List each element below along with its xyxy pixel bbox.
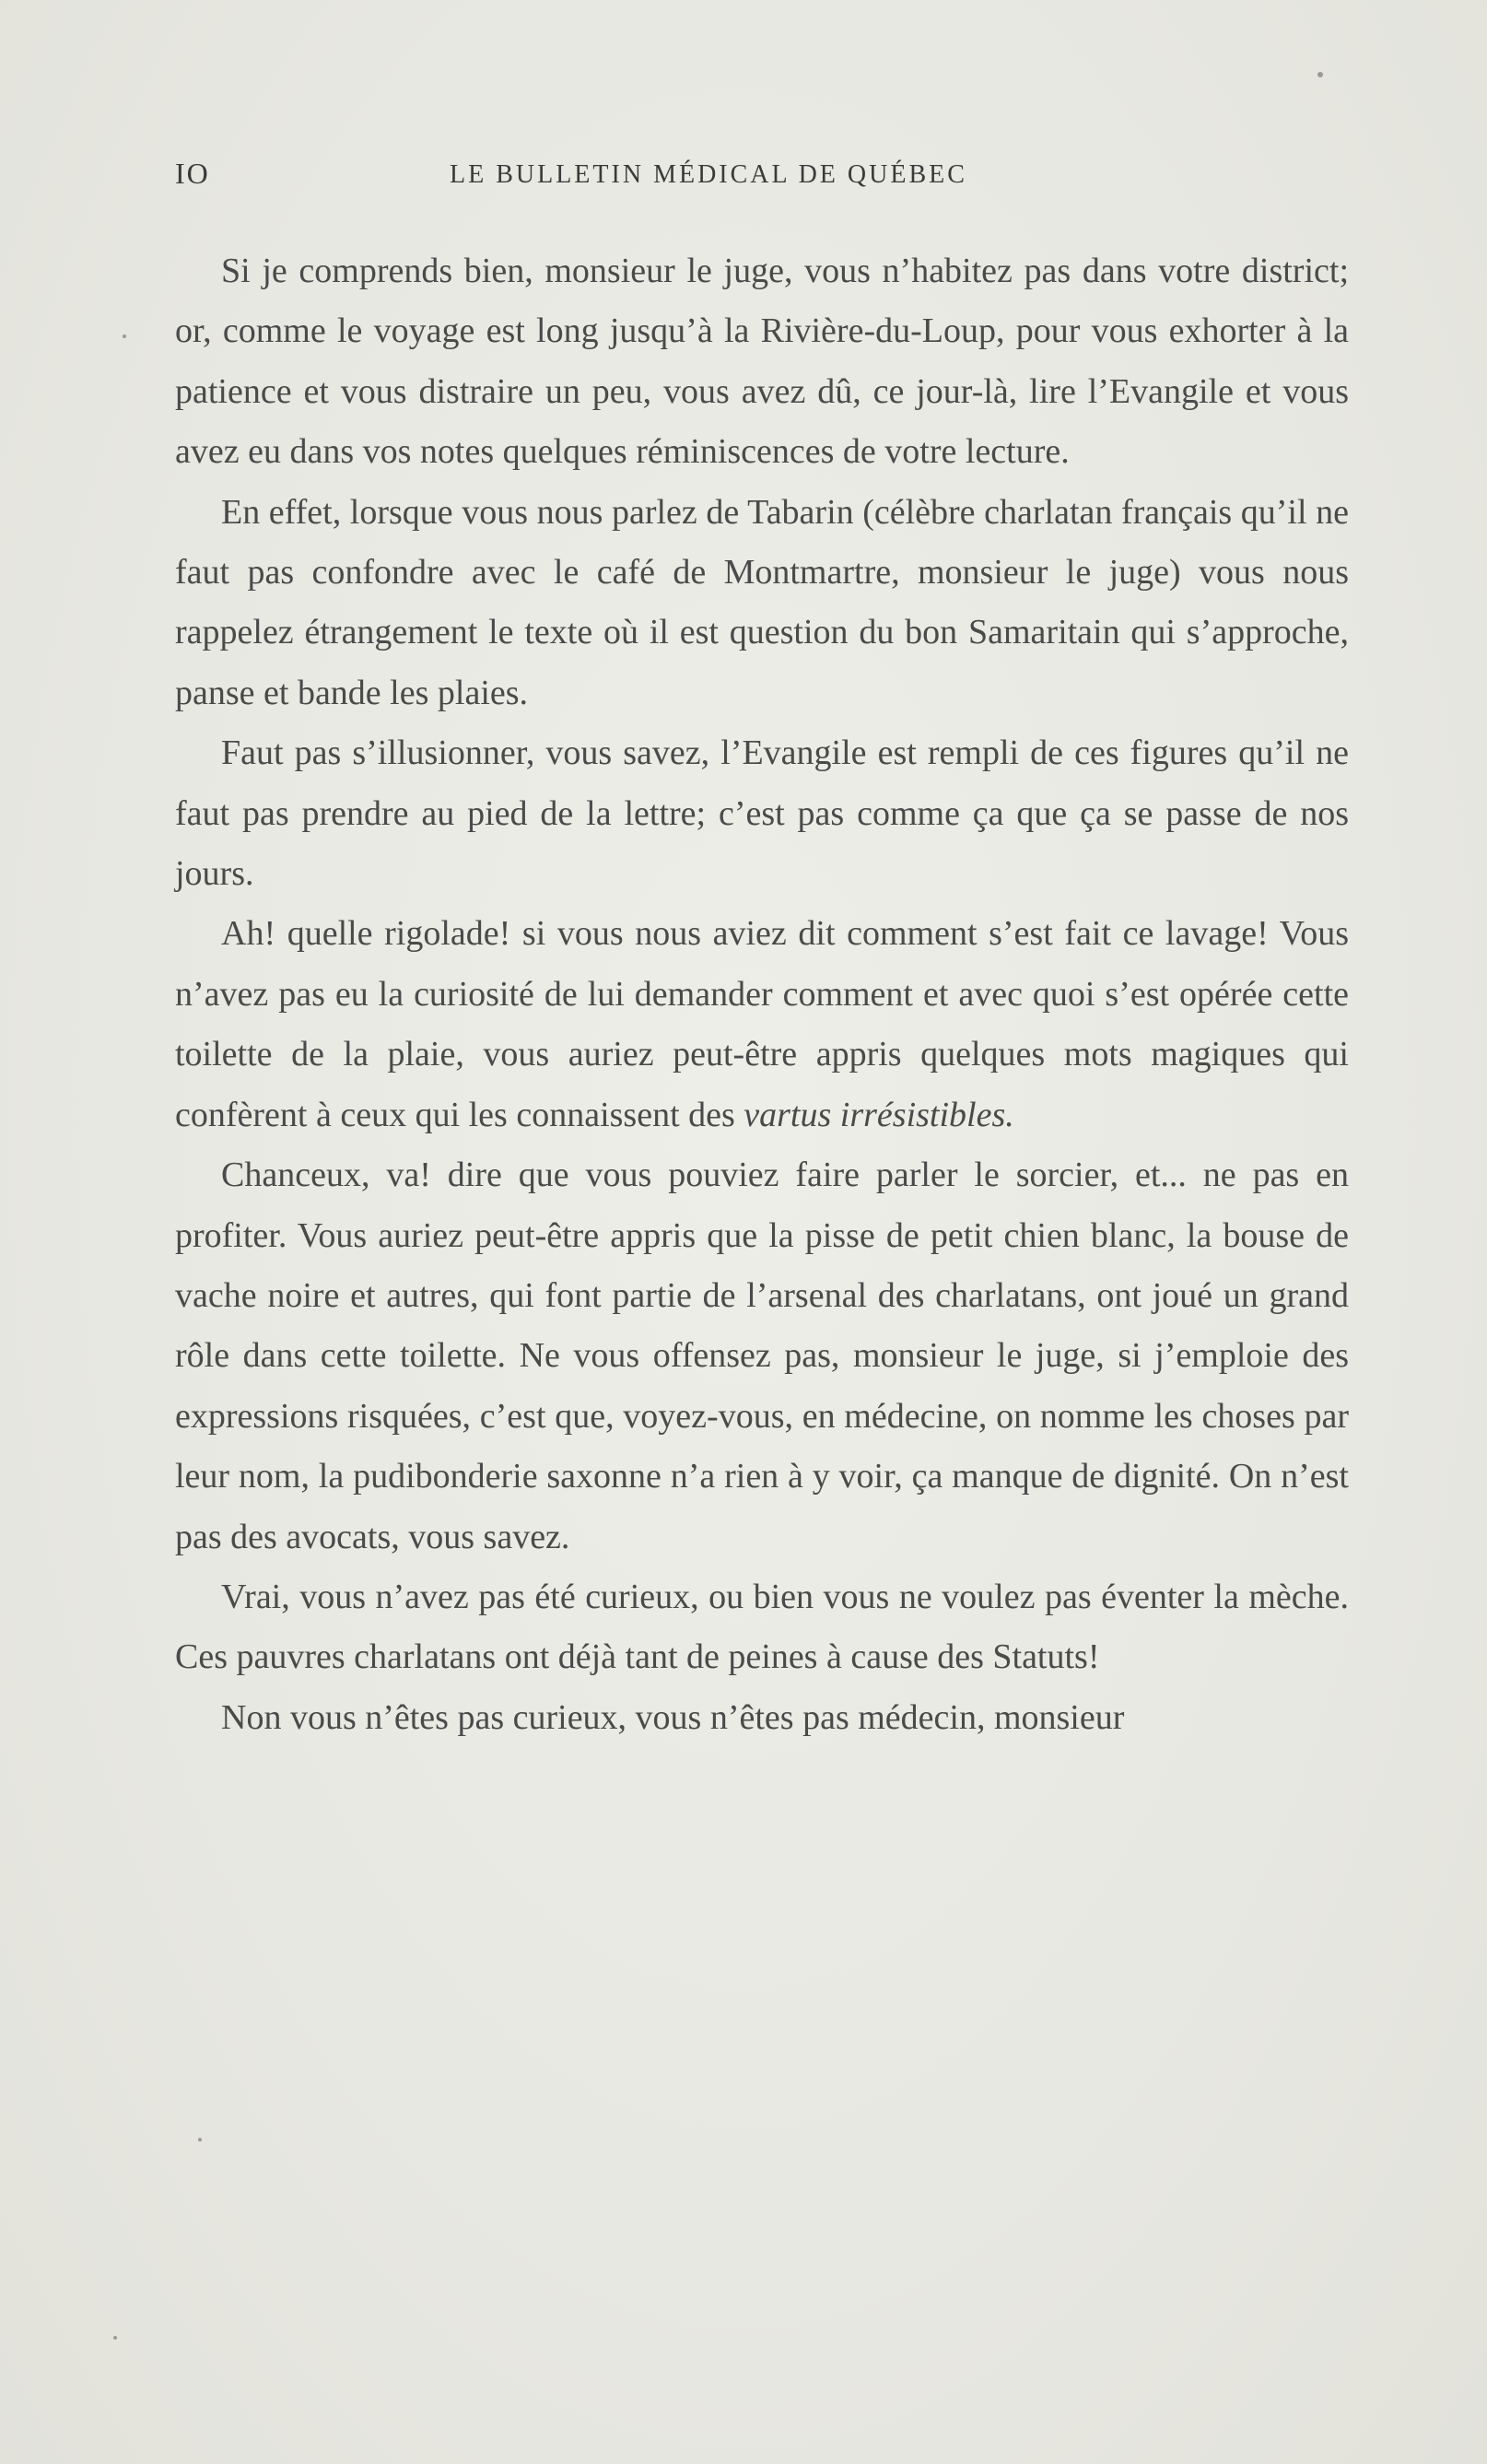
paragraph-2: En effet, lorsque vous nous parlez de Tabarin (célèbre charlatan français qu’il ne faut pas confondre avec le café de Montmartre, monsieur le juge) vous nous rappelez étrangement le texte où il est question du bon Samaritain qui s’approche, panse et bande les plaies. (175, 492, 1349, 712)
page-number: IO (175, 157, 210, 190)
paper-speck (123, 334, 126, 338)
paper-speck (113, 2336, 117, 2340)
paragraph-6: Vrai, vous n’avez pas été curieux, ou bien vous ne voulez pas éventer la mèche. Ces pauvres charlatans ont déjà tant de peines à cause des Statuts! (175, 1577, 1349, 1677)
paper-speck (1317, 72, 1323, 77)
paragraph-1: Si je comprends bien, monsieur le juge, vous n’habitez pas dans votre district; or, comme le voyage est long jusqu’à la Rivière-du-Loup, pour vous exhorter à la patience et vous distraire un peu, vous avez dû, ce jour-là, lire l’Evangile et vous avez eu dans vos notes quelques réminiscences de votre lecture. (175, 252, 1349, 472)
paragraph-5: Chanceux, va! dire que vous pouviez faire parler le sorcier, et... ne pas en profiter. Vous auriez peut-être appris que la pisse de petit chien blanc, la bouse de vache noire et autres, qui font partie de l’arsenal des charlatans, ont joué un grand rôle dans cette toilette. Ne vous offensez pas, monsieur le juge, si j’emploie des expressions risquées, c’est que, voyez-vous, en médecine, on nomme les choses par leur nom, la pudibonderie saxonne n’a rien à y voir, ça manque de dignité. On n’est pas des avocats, vous savez. (175, 1156, 1349, 1556)
paragraph-4 (175, 904, 1349, 1145)
paragraph-3: Faut pas s’illusionner, vous savez, l’Evangile est rempli de ces figures qu’il ne faut pas prendre au pied de la lettre; c’est pas comme ça que ça se passe de nos jours. (175, 733, 1349, 894)
paper-speck (198, 2138, 202, 2141)
body-text (175, 241, 1349, 1748)
paragraph-4-emphasis: vartus irrésistibles. (744, 1095, 1014, 1134)
journal-title: LE BULLETIN MÉDICAL DE QUÉBEC (450, 160, 967, 189)
paragraph-4-text: Ah! quelle rigolade! si vous nous aviez dit comment s’est fait ce lavage! Vous n’avez pas eu la curiosité de lui demander comment et avec quoi s’est opérée cette toilette de la plaie, vous auriez peut-être appris quelques mots magiques qui confèrent à ceux qui les connaissent des (175, 914, 1349, 1134)
paragraph-7: Non vous n’êtes pas curieux, vous n’êtes pas médecin, monsieur (221, 1697, 1125, 1737)
running-head (175, 157, 1096, 194)
